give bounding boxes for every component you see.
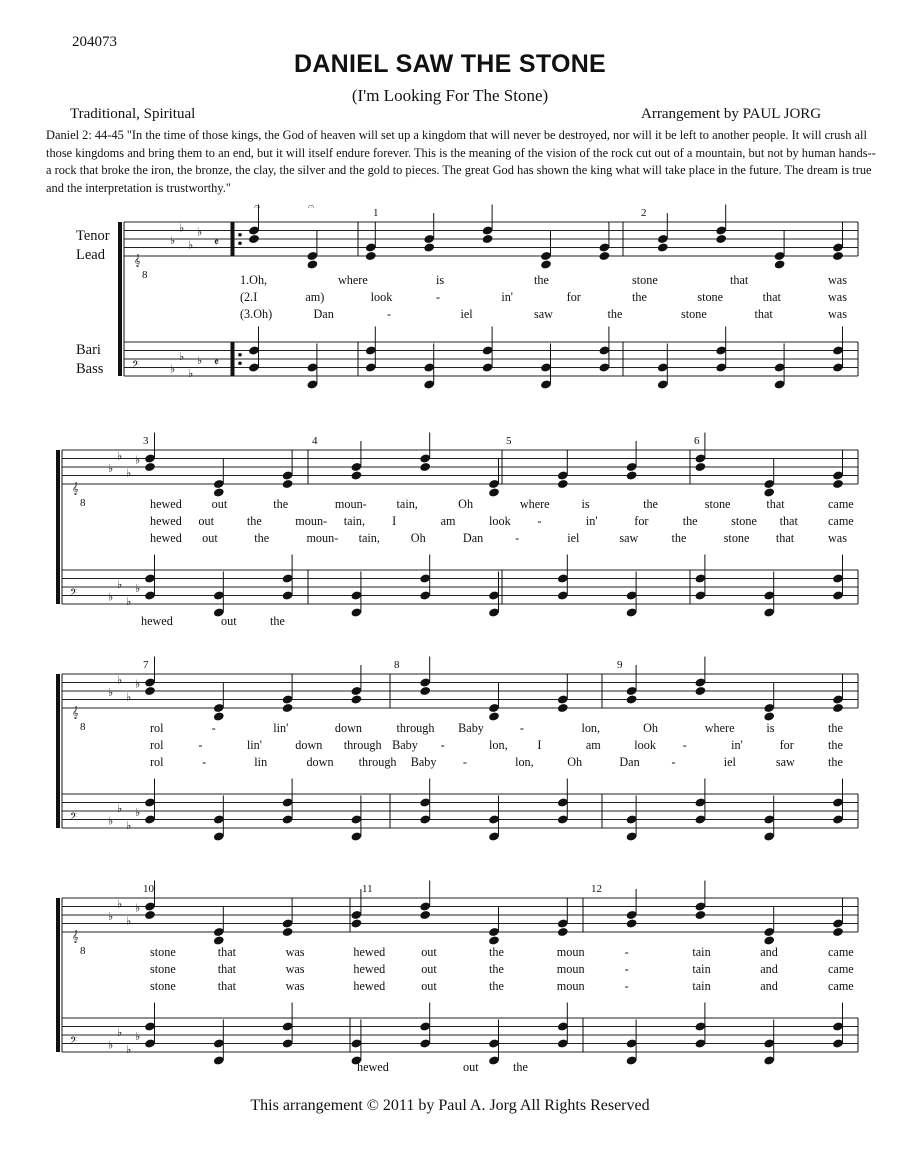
lyric-syllable: hewed: [353, 979, 386, 993]
lyric-syllable: out: [421, 962, 437, 976]
bass-clef-icon: 𝄢: [132, 360, 140, 372]
lyric-syllable: hewed: [150, 531, 182, 545]
lyric-syllable: -: [440, 738, 445, 752]
key-signature-flat-icon: ♭: [108, 687, 114, 699]
lyric-syllable: hewed: [150, 514, 182, 528]
bass-clef-icon: 𝄢: [70, 588, 78, 600]
lyric-syllable: -: [387, 307, 392, 321]
lyric-syllable: that: [766, 497, 785, 511]
lyric-syllable: down: [306, 755, 334, 769]
lyric-syllable: look: [370, 290, 393, 304]
lyric-syllable: moun: [556, 979, 585, 993]
lyric-syllable: the: [254, 531, 270, 545]
lyric-syllable: the: [273, 497, 289, 511]
lyric-syllable: Baby: [458, 721, 484, 735]
lead-note-head: [350, 470, 362, 480]
treble-clef-icon: 𝄞: [72, 931, 79, 943]
lyric-syllable: tain: [692, 962, 711, 976]
lead-note-head: [557, 703, 569, 713]
lyric-syllable: stone: [723, 531, 750, 545]
lead-note-head: [540, 259, 552, 269]
lyric-syllable: moun-: [306, 531, 339, 545]
treble-clef-icon: 𝄞: [134, 255, 141, 267]
lyric-syllable: the: [607, 307, 623, 321]
lyric-syllable: lin: [254, 755, 268, 769]
lyric-syllable: Oh: [458, 497, 474, 511]
lyric-syllable: the: [489, 945, 504, 959]
lyric-syllable: iel: [567, 531, 580, 545]
lead-note-head: [598, 251, 610, 261]
lyric-syllable: Oh: [643, 721, 658, 735]
copyright-notice: This arrangement © 2011 by Paul A. Jorg All Rights Reserved: [250, 1097, 650, 1114]
lead-note-head: [832, 927, 844, 937]
measure-number: 11: [362, 883, 373, 895]
song-subtitle: (I'm Looking For The Stone): [351, 86, 549, 105]
lyric-syllable: Oh: [567, 755, 583, 769]
key-signature-flat-icon: ♭: [117, 450, 123, 463]
lyric-syllable: the: [828, 755, 843, 769]
lyric-syllable: -: [436, 290, 441, 304]
lyric-syllable: in': [585, 514, 598, 528]
bass-label: Bass: [76, 361, 104, 377]
lyric-syllable: moun-: [295, 514, 328, 528]
lyric-syllable: am: [585, 738, 601, 752]
measure-number: 9: [617, 659, 623, 671]
measure-number: 1: [373, 207, 379, 219]
lyric-syllable: 1.Oh,: [240, 273, 268, 287]
lyric-syllable: came: [828, 514, 854, 528]
lyric-syllable: where: [338, 273, 368, 287]
lyric-syllable: is: [581, 497, 590, 511]
key-signature-flat-icon: ♭: [188, 239, 194, 252]
lyric-syllable: that: [217, 979, 237, 993]
scripture-quote: Daniel 2: 44-45 "In the time of those kings, the God of heaven will set up a kingdom that will never be destroyed, nor will it be left to another people. It will crush all those kingdoms and bring them to an end, but it will itself endure forever. This is the meaning of the vision of the rock cut out of a mountain, but not by human hands--a rock that broke the iron, the bronze, the clay, the silver and the gold to pieces. The great God has shown the king what will take place in the future. The dream is true and the interpretation is trustworthy.": [46, 128, 876, 195]
lyric-syllable: that: [779, 514, 798, 528]
measure-number: 5: [506, 435, 512, 447]
lyric-syllable: moun: [556, 962, 585, 976]
lyric-syllable: hewed: [353, 962, 386, 976]
lyric-syllable: came: [828, 945, 854, 959]
lyric-syllable: moun: [556, 945, 585, 959]
lyric-syllable: out: [211, 497, 228, 511]
lead-note-head: [626, 694, 638, 704]
key-signature-flat-icon: ♭: [108, 911, 114, 923]
treble-clef-icon: 𝄞: [72, 483, 79, 495]
song-title: DANIEL SAW THE STONE: [293, 50, 607, 78]
cut-time-icon: 𝄵: [214, 356, 219, 369]
treble-clef-icon: 𝄞: [72, 707, 79, 719]
lyric-syllable: the: [489, 979, 504, 993]
lyric-syllable: in': [731, 738, 743, 752]
key-signature-flat-icon: ♭: [117, 578, 123, 591]
bass-lyric-syllable: hewed: [357, 1060, 389, 1074]
lead-note-head: [419, 686, 431, 696]
bass-lyric-syllable: the: [270, 614, 285, 628]
song-origin: Traditional, Spiritual: [70, 106, 196, 122]
catalog-number: 204073: [72, 34, 117, 50]
lyric-syllable: -: [624, 962, 629, 976]
lead-note-head: [282, 703, 294, 713]
lyric-syllable: stone: [150, 962, 176, 976]
lyric-syllable: look: [489, 514, 511, 528]
key-signature-flat-icon: ♭: [117, 674, 123, 687]
lyric-syllable: the: [828, 738, 843, 752]
key-signature-flat-icon: ♭: [135, 454, 141, 467]
lyric-syllable: saw: [534, 307, 553, 321]
lyric-syllable: stone: [681, 307, 707, 321]
lyric-syllable: stone: [704, 497, 731, 511]
key-signature-flat-icon: ♭: [135, 583, 141, 595]
lyric-syllable: Oh: [410, 531, 426, 545]
lyric-syllable: saw: [619, 531, 639, 545]
lyric-syllable: -: [537, 514, 542, 528]
lyric-syllable: I: [392, 514, 397, 528]
lyric-syllable: that: [762, 290, 781, 304]
key-signature-flat-icon: ♭: [126, 467, 132, 480]
lyric-syllable: -: [202, 755, 207, 769]
lyric-syllable: stone: [150, 979, 176, 993]
lyric-syllable: tain,: [358, 531, 380, 545]
lyric-syllable: the: [632, 290, 647, 304]
key-signature-flat-icon: ♭: [197, 226, 203, 239]
lyric-syllable: through: [358, 755, 397, 769]
lyric-syllable: tain,: [343, 514, 366, 528]
lyric-syllable: was: [828, 531, 847, 545]
lead-note-head: [832, 703, 844, 713]
lyric-syllable: -: [211, 721, 216, 735]
lead-note-head: [248, 234, 260, 244]
lyric-syllable: through: [343, 738, 382, 752]
lyric-syllable: stone: [697, 290, 724, 304]
lyric-syllable: that: [775, 531, 795, 545]
lead-note-head: [282, 927, 294, 937]
lyric-syllable: moun-: [334, 497, 367, 511]
lyric-syllable: and: [760, 945, 778, 959]
key-signature-flat-icon: ♭: [126, 819, 132, 832]
bass-lyric-syllable: hewed: [141, 614, 173, 628]
lyric-syllable: through: [396, 721, 435, 735]
lyric-syllable: I: [537, 738, 542, 752]
fermata-icon: 𝄐: [254, 201, 261, 213]
lyric-syllable: -: [624, 979, 629, 993]
lyric-syllable: hewed: [150, 497, 182, 511]
octave-marking: 8: [80, 721, 86, 733]
key-signature-flat-icon: ♭: [179, 222, 185, 235]
lyric-syllable: lin': [273, 721, 289, 735]
lyric-syllable: the: [682, 514, 698, 528]
lyric-syllable: -: [624, 945, 629, 959]
lyric-syllable: that: [730, 273, 749, 287]
lyric-syllable: lon,: [581, 721, 601, 735]
lyric-syllable: where: [704, 721, 735, 735]
lead-note-head: [488, 711, 500, 721]
octave-marking: 8: [142, 269, 148, 281]
key-signature-flat-icon: ♭: [126, 691, 132, 704]
lyric-syllable: saw: [775, 755, 795, 769]
lead-note-head: [306, 259, 318, 269]
lead-note-head: [350, 918, 362, 928]
lyric-syllable: the: [643, 497, 658, 511]
lyric-syllable: in': [501, 290, 514, 304]
cut-time-icon: 𝄵: [214, 236, 219, 249]
lead-note-head: [557, 927, 569, 937]
lyric-syllable: was: [285, 979, 305, 993]
key-signature-flat-icon: ♭: [126, 1043, 132, 1056]
lyric-syllable: Baby: [410, 755, 437, 769]
key-signature-flat-icon: ♭: [135, 902, 141, 915]
repeat-dot: [238, 353, 242, 357]
lyric-syllable: out: [198, 514, 215, 528]
measure-number: 4: [312, 435, 318, 447]
lyric-syllable: look: [634, 738, 656, 752]
lyric-syllable: tain,: [396, 497, 418, 511]
bari-label: Bari: [76, 342, 101, 358]
fermata-icon: 𝄐: [308, 201, 315, 213]
lyric-syllable: -: [198, 738, 203, 752]
lyric-syllable: -: [671, 755, 676, 769]
lyric-syllable: Dan: [313, 307, 334, 321]
lead-note-head: [694, 686, 706, 696]
lyric-syllable: iel: [723, 755, 736, 769]
measure-number: 7: [143, 659, 149, 671]
lyric-syllable: am: [440, 514, 456, 528]
key-signature-flat-icon: ♭: [126, 915, 132, 928]
octave-marking: 8: [80, 945, 86, 957]
octave-marking: 8: [80, 497, 86, 509]
bass-clef-icon: 𝄢: [70, 812, 78, 824]
lyric-syllable: tain: [692, 979, 711, 993]
lyric-syllable: iel: [460, 307, 473, 321]
measure-number: 6: [694, 435, 700, 447]
key-signature-flat-icon: ♭: [197, 355, 203, 367]
lyric-syllable: stone: [150, 945, 176, 959]
lead-label: Lead: [76, 247, 105, 263]
lead-note-head: [832, 251, 844, 261]
bass-lyric-syllable: the: [513, 1060, 528, 1074]
lyric-syllable: came: [828, 962, 854, 976]
lyric-syllable: Baby: [392, 738, 418, 752]
lead-note-head: [482, 234, 494, 244]
lyric-syllable: -: [515, 531, 520, 545]
lyric-syllable: lon,: [489, 738, 508, 752]
lead-note-head: [144, 462, 156, 472]
lyric-syllable: out: [202, 531, 218, 545]
repeat-dot: [238, 361, 242, 365]
lyric-syllable: was: [285, 962, 305, 976]
lyric-syllable: Dan: [462, 531, 484, 545]
lyric-syllable: -: [519, 721, 524, 735]
key-signature-flat-icon: ♭: [126, 595, 132, 608]
bass-lyric-syllable: out: [221, 614, 237, 628]
lyric-syllable: hewed: [353, 945, 386, 959]
lyric-syllable: lon,: [515, 755, 534, 769]
key-signature-flat-icon: ♭: [170, 363, 176, 376]
lead-note-head: [144, 910, 156, 920]
measure-number: 3: [143, 435, 149, 447]
lyric-syllable: down: [334, 721, 363, 735]
key-signature-flat-icon: ♭: [108, 815, 114, 828]
lyric-syllable: am): [305, 290, 325, 304]
lyric-syllable: lin': [246, 738, 262, 752]
lead-note-head: [774, 259, 786, 269]
lyric-syllable: stone: [731, 514, 757, 528]
lead-note-head: [365, 251, 377, 261]
lead-note-head: [694, 462, 706, 472]
lyric-syllable: -: [682, 738, 687, 752]
lead-note-head: [488, 487, 500, 497]
lyric-syllable: that: [217, 945, 237, 959]
key-signature-flat-icon: ♭: [117, 898, 123, 911]
key-signature-flat-icon: ♭: [108, 591, 114, 604]
lyric-syllable: is: [766, 721, 775, 735]
lyric-syllable: was: [285, 945, 305, 959]
key-signature-flat-icon: ♭: [117, 1026, 123, 1039]
key-signature-flat-icon: ♭: [108, 463, 114, 475]
lead-note-head: [419, 910, 431, 920]
key-signature-flat-icon: ♭: [117, 802, 123, 815]
lead-note-head: [423, 242, 435, 252]
lyric-syllable: was: [828, 290, 847, 304]
measure-number: 2: [641, 207, 647, 219]
repeat-dot: [238, 241, 242, 245]
repeat-dot: [238, 233, 242, 237]
lyric-syllable: stone: [632, 273, 658, 287]
lyric-syllable: the: [671, 531, 687, 545]
lyric-syllable: came: [828, 979, 854, 993]
lyric-syllable: for: [566, 290, 581, 304]
lead-note-head: [694, 910, 706, 920]
key-signature-flat-icon: ♭: [135, 1031, 141, 1043]
lead-note-head: [144, 686, 156, 696]
lead-note-head: [626, 470, 638, 480]
lyric-syllable: out: [421, 979, 437, 993]
lyric-syllable: rol: [150, 755, 164, 769]
lyric-syllable: where: [519, 497, 550, 511]
lyric-syllable: (2.I: [240, 290, 258, 304]
lyric-syllable: the: [246, 514, 262, 528]
key-signature-flat-icon: ♭: [188, 367, 194, 380]
measure-number: 12: [591, 883, 602, 895]
lyric-syllable: and: [760, 979, 778, 993]
lyric-syllable: that: [754, 307, 773, 321]
lyric-syllable: rol: [150, 738, 164, 752]
lyric-syllable: the: [489, 962, 504, 976]
lyric-syllable: was: [828, 307, 847, 321]
lead-note-head: [557, 479, 569, 489]
lyric-syllable: down: [295, 738, 323, 752]
lyric-syllable: Dan: [619, 755, 640, 769]
lyric-syllable: is: [436, 273, 445, 287]
lead-note-head: [657, 242, 669, 252]
key-signature-flat-icon: ♭: [135, 807, 141, 819]
lyric-syllable: tain: [692, 945, 711, 959]
key-signature-flat-icon: ♭: [170, 235, 176, 247]
measure-number: 8: [394, 659, 400, 671]
arranger-credit: Arrangement by PAUL JORG: [641, 106, 822, 122]
lyric-syllable: rol: [150, 721, 164, 735]
lyric-syllable: came: [828, 497, 854, 511]
lyric-syllable: the: [534, 273, 549, 287]
lead-note-head: [282, 479, 294, 489]
key-signature-flat-icon: ♭: [108, 1039, 114, 1052]
key-signature-flat-icon: ♭: [135, 678, 141, 691]
lead-note-head: [626, 918, 638, 928]
measure-number: 10: [143, 883, 154, 895]
lead-note-head: [419, 462, 431, 472]
lyric-syllable: for: [779, 738, 794, 752]
lead-note-head: [715, 234, 727, 244]
lyric-syllable: that: [217, 962, 237, 976]
key-signature-flat-icon: ♭: [179, 350, 185, 363]
lyric-syllable: the: [828, 721, 843, 735]
bass-clef-icon: 𝄢: [70, 1036, 78, 1048]
lyric-syllable: -: [462, 755, 467, 769]
tenor-label: Tenor: [76, 228, 110, 244]
lead-note-head: [832, 479, 844, 489]
lyric-syllable: was: [828, 273, 847, 287]
lyric-syllable: for: [634, 514, 649, 528]
lyric-syllable: out: [421, 945, 437, 959]
lyric-syllable: (3.Oh): [240, 307, 273, 321]
bass-lyric-syllable: out: [463, 1060, 479, 1074]
lyric-syllable: and: [760, 962, 778, 976]
lead-note-head: [350, 694, 362, 704]
